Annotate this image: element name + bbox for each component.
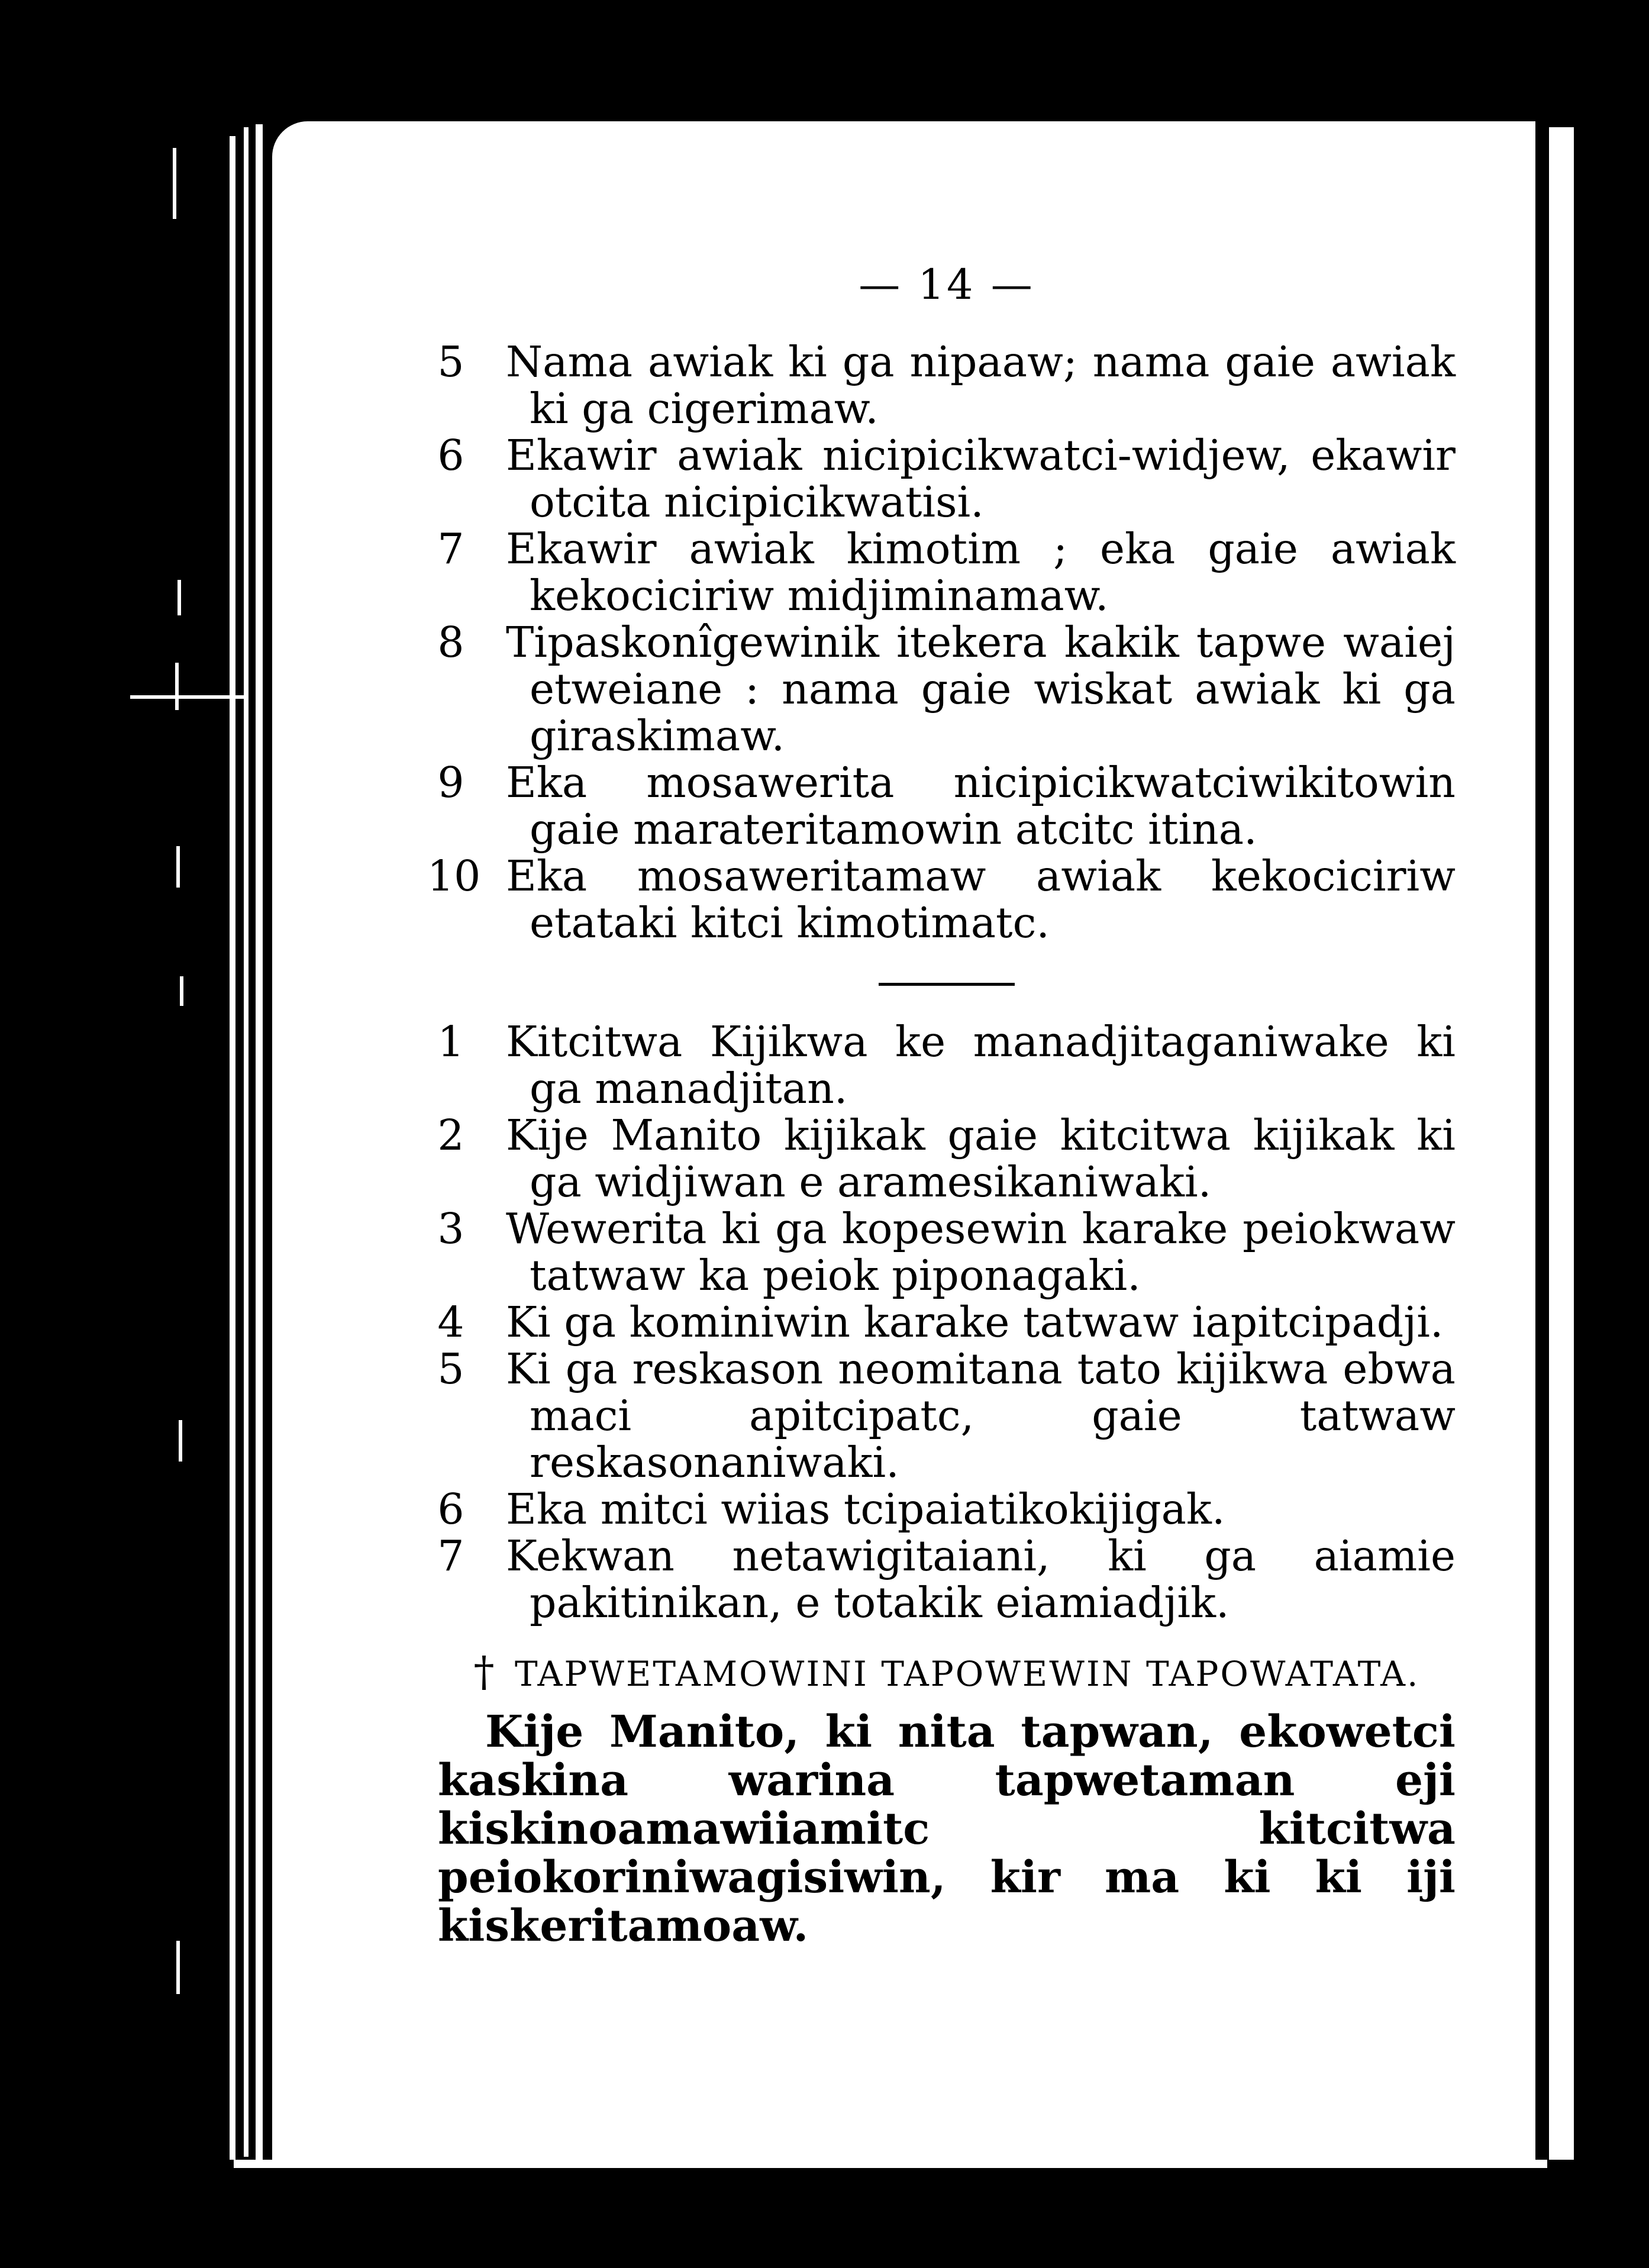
margin-mark <box>178 580 181 615</box>
margin-mark <box>176 846 180 888</box>
verse-list-2 <box>438 1018 1456 1626</box>
verse-text: Kije Manito kijikak gaie kitcitwa kijikak ki ga widjiwan e aramesikaniwaki. <box>506 1111 1456 1206</box>
verse-number: 8 <box>437 618 464 667</box>
verse-number: 9 <box>437 758 464 807</box>
margin-mark <box>130 695 249 699</box>
section-divider <box>879 983 1015 986</box>
verse-text: Kitcitwa Kijikwa ke manadjitaganiwake ki ga manadjitan. <box>506 1017 1456 1113</box>
page-number: — 14 — <box>859 260 1035 309</box>
verse-number: 5 <box>437 337 464 386</box>
page-bottom-edge <box>234 2160 1547 2168</box>
verse-number: 6 <box>437 431 464 480</box>
verse <box>438 1018 1456 1112</box>
verse <box>438 525 1456 619</box>
verse-text: Eka mosawerita nicipicikwatciwikitowin gaie marateritamowin atcitc itina. <box>506 758 1456 854</box>
verse-text: Kekwan netawigitaiani, ki ga aiamie pakitinikan, e totakik eiamiadjik. <box>506 1531 1456 1627</box>
verse <box>438 1346 1456 1486</box>
verse-text: Wewerita ki ga kopesewin karake peiokwaw tatwaw ka peiok piponagaki. <box>506 1204 1456 1300</box>
verse-text: Nama awiak ki ga nipaaw; nama gaie awiak ki ga cigerimaw. <box>506 337 1456 433</box>
margin-mark <box>176 1941 180 1994</box>
page-content <box>427 260 1456 1951</box>
verse-text: Ki ga reskason neomitana tato kijikwa ebwa maci apitcipatc, gaie tatwaw reskasonaniwaki. <box>506 1344 1456 1487</box>
page-edge <box>256 124 263 2160</box>
margin-mark <box>179 1420 182 1462</box>
page-edge <box>244 127 249 2157</box>
prayer-heading <box>438 1647 1456 1696</box>
margin-mark <box>180 976 183 1006</box>
verse <box>438 432 1456 525</box>
verse-text: Ki ga kominiwin karake tatwaw iapitcipadji. <box>506 1298 1444 1347</box>
verse-text: Eka mitci wiias tcipaiatikokijigak. <box>506 1485 1225 1534</box>
verse-number: 2 <box>437 1111 464 1160</box>
verse <box>438 1112 1456 1205</box>
verse-text: Tipaskonîgewinik itekera kakik tapwe waiej etweiane : nama gaie wiskat awiak ki ga giraskimaw. <box>506 618 1456 760</box>
verse-number: 5 <box>437 1344 464 1393</box>
verse <box>438 619 1456 759</box>
verse <box>438 759 1456 853</box>
verse-text: Ekawir awiak nicipicikwatci-widjew, ekawir otcita nicipicikwatisi. <box>506 431 1456 527</box>
prayer-text: Kije Manito, ki nita tapwan, ekowetci kaskina warina tapwetaman eji kiskinoamawiiamitc kitcitwa peiokoriniwagisiwin, kir ma ki ki iji kiskeritamoaw. <box>438 1706 1456 1951</box>
verse <box>438 1299 1456 1346</box>
page-edge <box>230 136 235 2160</box>
verse <box>438 1205 1456 1299</box>
prayer-heading-text: TAPWETAMOWINI TAPOWEWIN TAPOWATATA. <box>514 1654 1420 1694</box>
verse-number: 1 <box>437 1017 464 1066</box>
margin-mark <box>175 663 179 710</box>
verse-number: 7 <box>437 1531 464 1580</box>
verse-number: 3 <box>437 1204 464 1253</box>
cross-icon: † <box>473 1647 496 1696</box>
margin-mark <box>173 148 176 219</box>
verse-number: 7 <box>437 524 464 573</box>
verse <box>438 338 1456 432</box>
verse-text: Eka mosaweritamaw awiak kekociciriw etataki kitci kimotimatc. <box>506 851 1456 947</box>
verse-text: Ekawir awiak kimotim ; eka gaie awiak kekociciriw midjiminamaw. <box>506 524 1456 620</box>
verse <box>438 1533 1456 1626</box>
verse-list-1 <box>427 337 1456 947</box>
verse <box>427 851 1456 947</box>
verse-number: 6 <box>437 1485 464 1534</box>
verse-number: 10 <box>427 851 481 901</box>
verse-number: 4 <box>437 1298 464 1347</box>
verse <box>438 1486 1456 1533</box>
right-page-edge <box>1549 127 1574 2160</box>
